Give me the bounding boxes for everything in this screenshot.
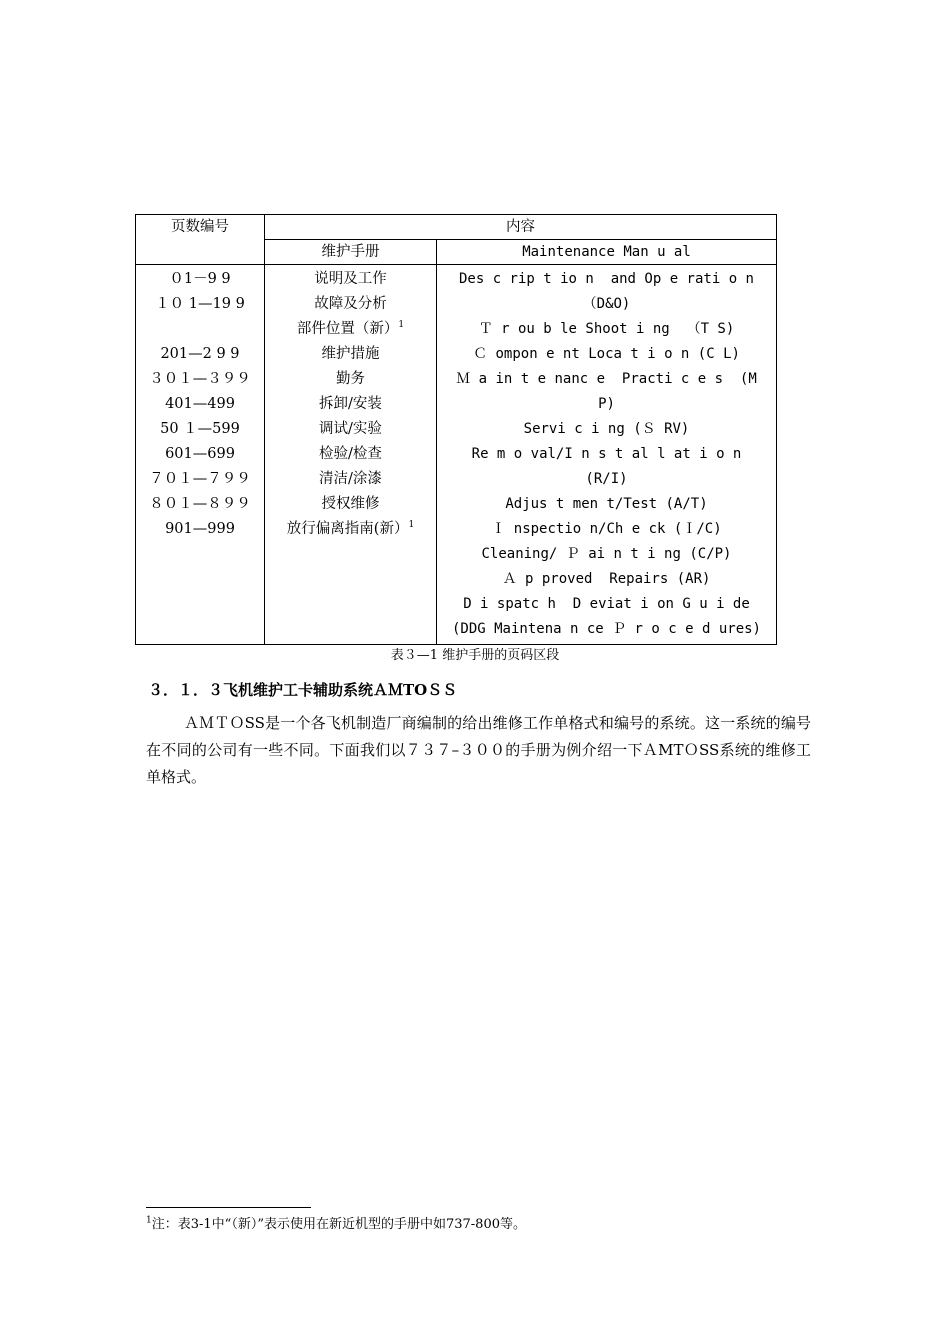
section-en (437, 467, 776, 492)
section-cn-text: 放行偏离指南(新） (286, 521, 409, 537)
section-cn (265, 542, 436, 567)
footnote (146, 1213, 526, 1232)
section-cn-text: 检验/检查 (319, 446, 382, 462)
section-en-text: Ｃ ompon e nt Loca t i o n (C L) (473, 346, 740, 362)
section-cn-column (265, 265, 437, 645)
section-en-text: Ｔ r ou b le Shoot i ng （T S) (478, 321, 735, 337)
section-en (437, 542, 776, 567)
section-en-text: Ｉ nspectio n/Ch e ck (Ｉ/C) (491, 521, 722, 537)
footnote-ref: 1 (408, 520, 415, 531)
section-cn (265, 392, 436, 417)
body-paragraph: ＡＭＴＯSS是一个各飞机制造厂商编制的给出维修工作单格式和编号的系统。这一系统的编号在不同的公司有一些不同。下面我们以７３７–３００的手册为例介绍一下ＡMTＯSS系统的维修工单格式。 (146, 714, 811, 786)
page-range (136, 417, 264, 442)
section-cn (265, 442, 436, 467)
page-range (136, 267, 264, 292)
section-cn-text: 清洁/涂漆 (319, 471, 382, 487)
section-cn (265, 617, 436, 642)
header-manual-en: Maintenance Man u al (437, 240, 777, 265)
page-range (136, 492, 264, 517)
section-en-text: Adjus t men t/Test (A/T) (505, 496, 708, 512)
page-range-text: 50 １—599 (160, 421, 240, 437)
section-en (437, 292, 776, 317)
section-en-text: Des c rip t io n and Op e rati o n (458, 271, 754, 287)
footnote-marker: 1 (146, 1215, 152, 1226)
section-en (437, 317, 776, 342)
section-en (437, 617, 776, 642)
page-range (136, 567, 264, 592)
section-en-text: (R/I) (585, 471, 628, 487)
section-en (437, 567, 776, 592)
section-cn (265, 592, 436, 617)
page-range-text: ３０１—３９９ (149, 371, 251, 387)
section-cn (265, 367, 436, 392)
section-en-text: Re m o val/I n s t al l at i o n (471, 446, 742, 462)
section-cn-text: 故障及分析 (314, 296, 387, 312)
section-en-text: （D&O) (582, 296, 631, 312)
section-en (437, 392, 776, 417)
table-caption: 表３—1 维护手册的页码区段 (390, 648, 560, 663)
section-cn-text: 拆卸/安装 (319, 396, 382, 412)
section-cn (265, 317, 436, 342)
section-cn-text: 部件位置（新） (296, 321, 399, 337)
section-en (437, 517, 776, 542)
section-cn (265, 417, 436, 442)
page-range-text: ０1－9 9 (169, 271, 231, 287)
section-cn (265, 292, 436, 317)
section-en (437, 267, 776, 292)
section-cn-text: 维护措施 (321, 346, 380, 362)
footnote-text: 注：表3-1中“（新）”表示使用在新近机型的手册中如737-800等。 (151, 1217, 526, 1232)
page-range-text: １０ 1—19 9 (155, 296, 245, 312)
maintenance-manual-table (135, 214, 777, 645)
section-en (437, 592, 776, 617)
section-cn (265, 567, 436, 592)
section-en (437, 442, 776, 467)
page-range (136, 392, 264, 417)
section-en-text: (DDG Maintena n ce Ｐ r o c e d ures) (451, 621, 761, 637)
page-range-text: ７０１—７９９ (149, 471, 251, 487)
header-content: 内容 (265, 215, 777, 240)
header-manual-cn: 维护手册 (265, 240, 437, 265)
section-cn (265, 517, 436, 542)
section-heading: ３．１．３飞机维护工卡辅助系统ＡＭTOＳＳ (148, 681, 458, 699)
section-en-text: P) (598, 396, 615, 412)
page-range (136, 592, 264, 617)
section-en-text: Servi c i ng (Ｓ RV) (523, 421, 690, 437)
page-range (136, 442, 264, 467)
page-range-column (136, 265, 265, 645)
section-cn-text: 调试/实验 (319, 421, 382, 437)
footnote-ref: 1 (398, 320, 405, 331)
page-range (136, 292, 264, 317)
section-en (437, 367, 776, 392)
section-en-text: D i spatc h D eviat i on G u i de (463, 596, 750, 612)
section-cn (265, 467, 436, 492)
section-cn-text: 授权维修 (321, 496, 380, 512)
section-cn (265, 492, 436, 517)
section-cn-text: 说明及工作 (314, 271, 387, 287)
page-range (136, 342, 264, 367)
page-range-text: 901—999 (165, 521, 235, 537)
section-cn (265, 267, 436, 292)
page-range (136, 367, 264, 392)
page-range (136, 467, 264, 492)
page-range-text: 401—499 (165, 396, 235, 412)
page-range (136, 617, 264, 642)
page-range-text: 201—2 9 9 (160, 346, 240, 362)
header-page-number: 页数编号 (136, 215, 265, 265)
page-range (136, 542, 264, 567)
section-cn (265, 342, 436, 367)
section-cn-text: 勤务 (336, 371, 365, 387)
page-range (136, 517, 264, 542)
section-en-text: Ａ p proved Repairs (AR) (502, 571, 711, 587)
section-en-text: Ｍ a in t e nanc e Practi c e s (M (456, 371, 757, 387)
page-range-text: ８０１—８９９ (149, 496, 251, 512)
page-range (136, 317, 264, 342)
section-en (437, 417, 776, 442)
section-en-text: Cleaning/ Ｐ ai n t i ng (C/P) (481, 546, 732, 562)
page-range-text: 601—699 (165, 446, 235, 462)
section-en-column (437, 265, 777, 645)
footnote-divider (146, 1207, 311, 1208)
section-en (437, 492, 776, 517)
section-en (437, 342, 776, 367)
